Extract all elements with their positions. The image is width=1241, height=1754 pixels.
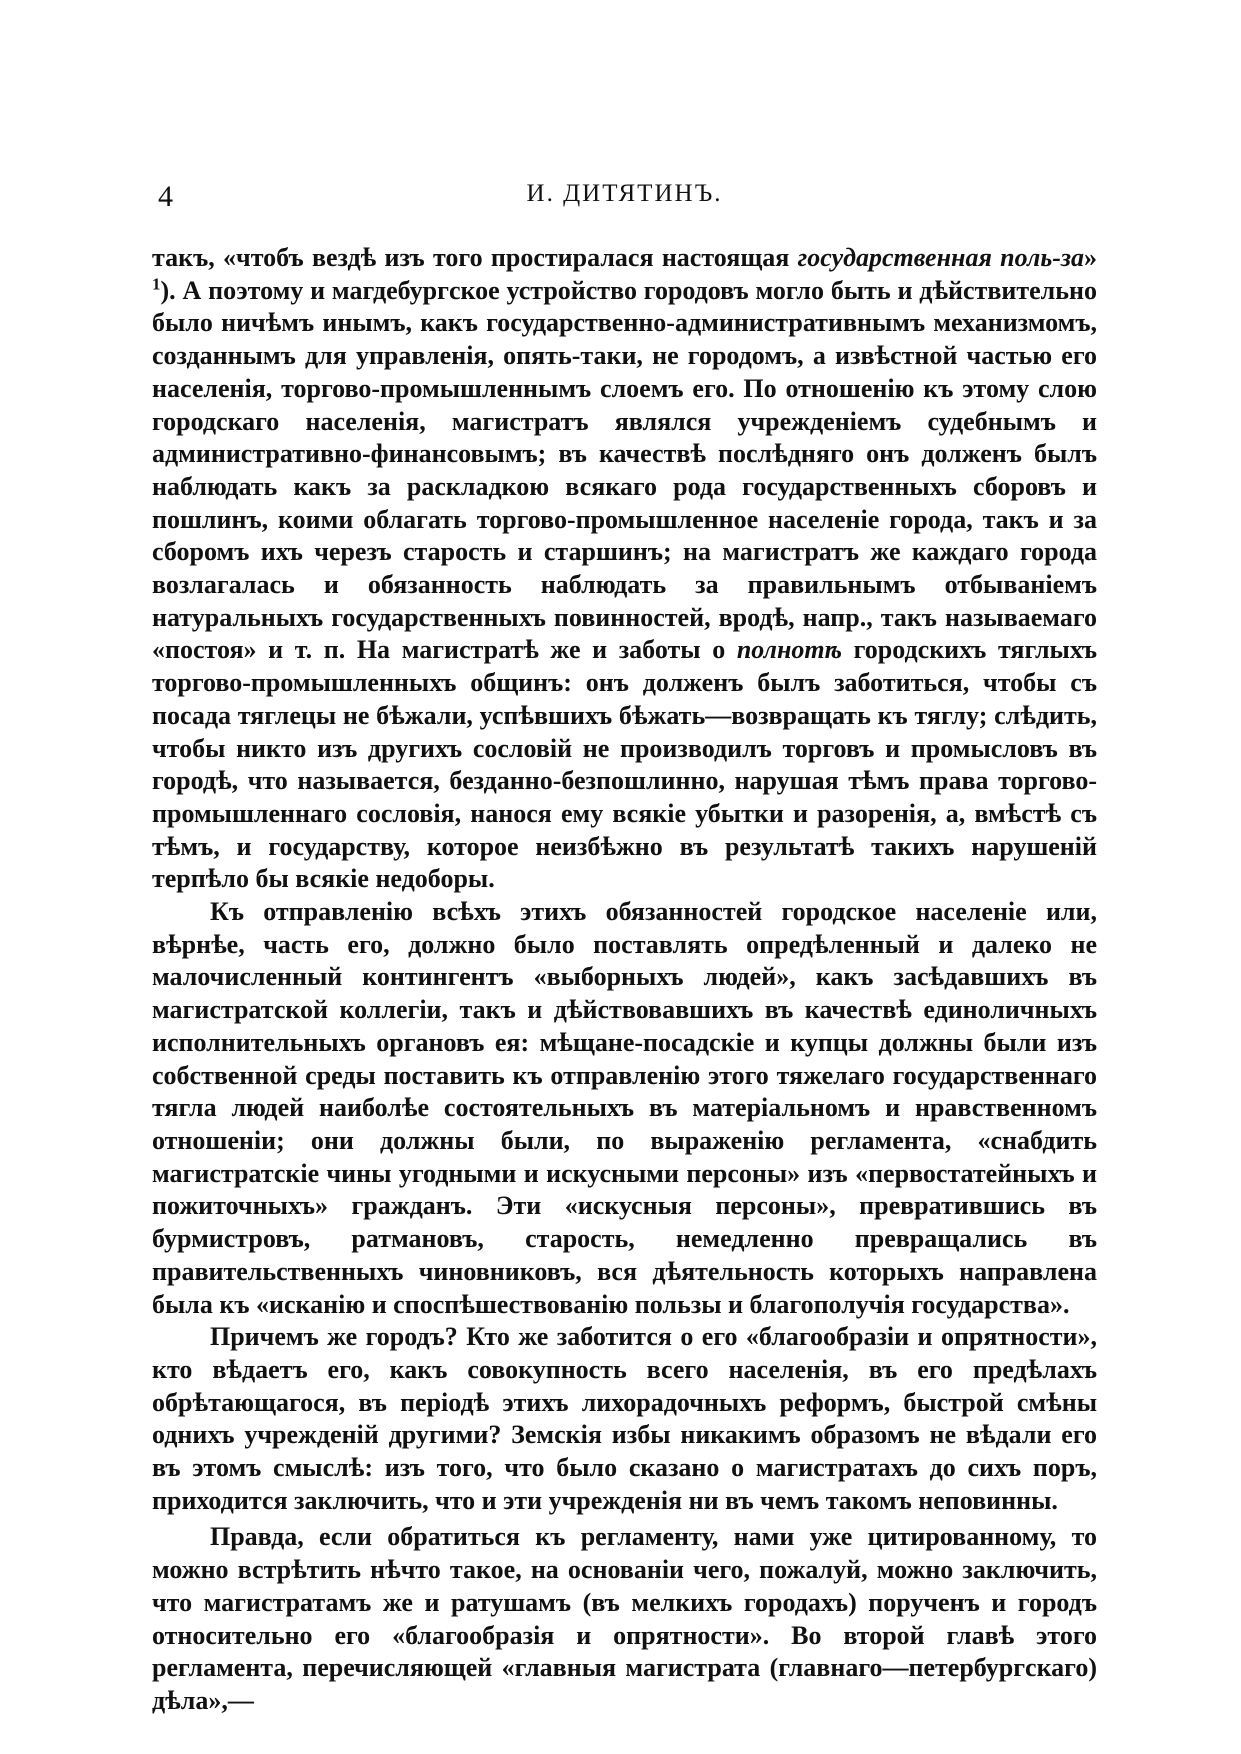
text-segment: Къ отправленію всѣхъ этихъ обязанностей городское населеніе или, вѣрнѣе, часть его, должно было поставлять опредѣленный и далеко не малочисленный контингентъ «выборныхъ людей», какъ засѣдавшихъ въ магистратской коллегіи, такъ и дѣйствовавшихъ въ качествѣ единоличныхъ исполнительныхъ органовъ ея: мѣщане-посадскіе и купцы должны были изъ собственной среды поставить къ отправленію этого тяжелаго государственнаго тягла людей наиболѣе состоятельныхъ въ матеріальномъ и нравственномъ отношеніи; они должны были, по выраженію регламента, «снабдить магистратскіе чины угодными и искусными персоны» изъ «первостатейныхъ и пожиточныхъ» гражданъ. Эти «искусныя персоны», превратившись въ бурмистровъ, ратмановъ, старость, немедленно превращались въ правительственныхъ чиновниковъ, вся дѣятельность которыхъ направлена была къ «исканію и споспѣшествованію пользы и благополучія государства». [152,897,1097,1319]
italic-text: полнотѣ [736,635,842,665]
text-segment: Правда, если обратиться къ регламенту, нами уже цитированному, то можно встрѣтить нѣчто такое, на основаніи чего, пожалуй, можно заключить, что магистратамъ же и ратушамъ (въ мелкихъ городахъ) порученъ и городъ относительно его «благообразія и опрятности». Во второй главѣ этого регламента, перечисляющей «главныя магистрата (главнаго—петербургскаго) дѣла»,— [152,1522,1097,1715]
paragraph [152,1321,1097,1517]
text-segment: городскихъ тяглыхъ торгово-промышленныхъ общинъ: онъ долженъ былъ заботиться, чтобы съ посада тяглецы не бѣжали, успѣвшихъ бѣжать—возвращать къ тяглу; слѣдить, чтобы никто изъ другихъ сословій не производилъ торговъ и промысловъ въ городѣ, что называется, безданно-безпошлинно, нарушая тѣмъ права торгово-промышленнаго сословія, нанося ему всякіе убытки и разоренія, а, вмѣстѣ съ тѣмъ, и государству, которое неизбѣжно въ результатѣ такихъ нарушеній терпѣло бы всякіе недоборы. [152,635,1097,894]
paragraph [152,896,1097,1321]
page-number: 4 [158,180,173,213]
text-segment: » [1084,243,1098,272]
paragraph [152,242,1097,896]
text-segment: Причемъ же городъ? Кто же заботится о его «благообразіи и опрятности», кто вѣдаетъ его, какъ совокупность всего населенія, въ его предѣлахъ обрѣтающагося, въ періодѣ этихъ лихорадочныхъ реформъ, быстрой смѣны однихъ учрежденій другими? Земскія избы никакимъ образомъ не вѣдали его въ этомъ смыслѣ: изъ того, что было сказано о магистратахъ до сихъ поръ, приходится заключить, что и эти учрежденія ни въ чемъ такомъ неповинны. [152,1322,1097,1515]
running-title: И. ДИТЯТИНЪ. [526,180,723,207]
book-page [152,180,1097,1718]
running-head [152,180,1097,216]
footnote-marker: 1 [152,274,161,294]
text-segment: такъ, «чтобъ вездѣ изъ того простиралася настоящая [152,243,798,272]
paragraph [152,1521,1097,1717]
italic-text: государственная поль-за [797,243,1085,272]
body-text [152,242,1097,1718]
text-segment: ). А поэтому и магдебургское устройство городовъ могло быть и дѣйствительно было ничѣмъ инымъ, какъ государственно-административнымъ механизмомъ, созданнымъ для управленія, опять-таки, не городомъ, а извѣстной частью его населенія, торгово-промышленнымъ слоемъ его. По отношенію къ этому слою городскаго населенія, магистратъ являлся учрежденіемъ судебнымъ и административно-финансовымъ; въ качествѣ послѣдняго онъ долженъ былъ наблюдать какъ за раскладкою всякаго рода государственныхъ сборовъ и пошлинъ, коими облагать торгово-промышленное населеніе города, такъ и за сборомъ ихъ черезъ старость и старшинъ; на магистратъ же каждаго города возлагалась и обязанность наблюдать за правильнымъ отбываніемъ натуральныхъ государственныхъ повинностей, вродѣ, напр., такъ называемаго «постоя» и т. п. На магистратѣ же и заботы о [152,275,1097,665]
